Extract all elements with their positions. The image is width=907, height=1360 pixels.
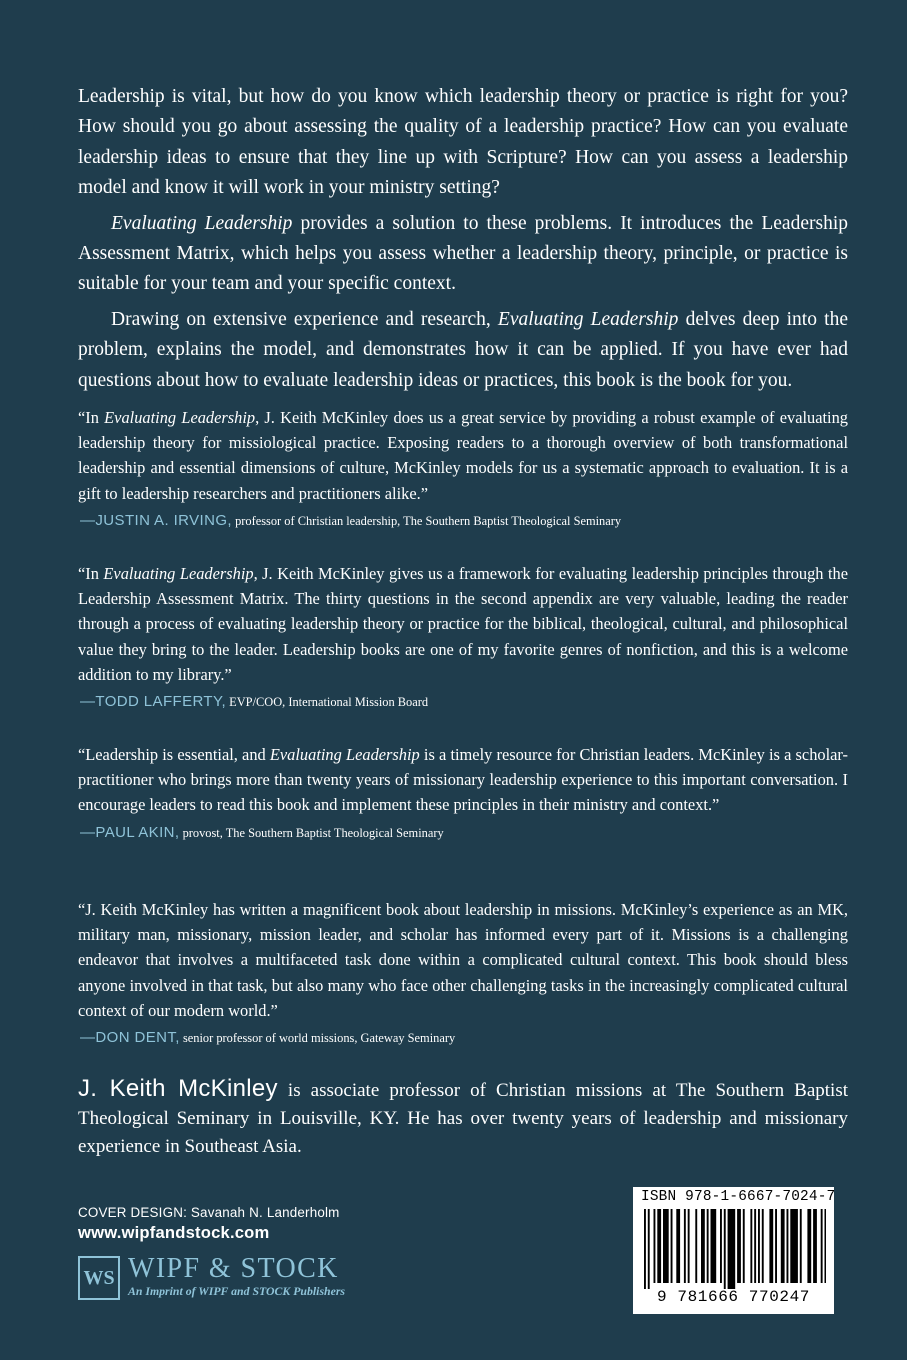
barcode-bar [724,1209,726,1289]
endorser-name: JUSTIN A. IRVING, [95,511,232,529]
author-bio-body: is associate professor of Christian missions at The Southern Baptist Theological Seminary in Louisville, KY. He has over twenty years of leadership and missionary experience in Southeast Asia. [78,1080,848,1157]
barcode-bar [769,1209,773,1283]
barcode-bar [676,1209,680,1283]
barcode-bar [754,1209,756,1283]
endorsement [78,561,848,711]
barcode-bar [720,1209,722,1283]
endorser-role: EVP/COO, International Mission Board [229,695,429,710]
barcode-bar [707,1209,709,1283]
barcode-bar [695,1209,697,1283]
barcode-bar [743,1209,745,1283]
publisher-logo [78,1253,398,1302]
barcode-bar [663,1209,669,1283]
barcode-bar [654,1209,656,1283]
endorser-name: PAUL AKIN, [95,823,180,841]
endorsement-attribution [78,1029,848,1047]
barcode-bar [684,1209,686,1283]
quote-body: , J. Keith McKinley does us a great service by providing a robust example of evaluating leadership theory for missiological practice. Exposing readers to a thorough overview of both transformational leadership and essential dimensions of culture, McKinley models for us a systematic approach to evaluation. It is a gift to leadership researchers and practitioners alike.” [78,408,848,503]
barcode-bar [758,1209,760,1283]
endorsement-attribution [78,824,848,842]
barcode-bar [825,1209,827,1283]
barcode-bar [737,1209,741,1283]
dash: — [80,823,96,841]
barcode-bar [781,1209,785,1283]
author-bio [78,1075,848,1161]
dash: — [80,511,96,529]
endorser-role: professor of Christian leadership, The Southern Baptist Theological Seminary [235,513,622,528]
book-title: Evaluating Leadership [104,408,256,427]
endorsement-attribution [78,693,848,711]
barcode-bar [657,1209,661,1283]
barcode-bar [787,1209,789,1283]
book-title: Evaluating Leadership [111,212,293,234]
quote-body: “J. Keith McKinley has written a magnificent book about leadership in missions. McKinley’s experience as an MK, military man, missionary, mission leader, and scholar has informed every part of it. Missions is a challenging endeavor that involves a multifaceted task done within a complicated cultural context. This book should bless anyone involved in that task, but also many who face other challenging tasks in the increasingly complicated cultural context of our modern world.” [78,900,848,1020]
barcode-bar [821,1209,823,1283]
barcode-bar [648,1209,650,1289]
description-text: provides a solution to these problems. It introduces the Leadership Assessment Matrix, which helps you assess whether a leadership theory, principle, or practice is suitable for your team and your specific context. [78,212,848,295]
barcode-bar [701,1209,705,1283]
endorsement-attribution [78,512,848,530]
endorsement [78,742,848,842]
endorser-role: provost, The Southern Baptist Theological Seminary [182,825,444,840]
barcode-bar [775,1209,777,1283]
author-bio-text [78,1075,848,1161]
publisher-imprint: An Imprint of WIPF and STOCK Publishers [128,1284,346,1298]
barcode-bar [807,1209,811,1283]
barcode-bars-icon [642,1209,826,1289]
book-title: Evaluating Leadership [497,308,679,330]
endorser-name: DON DENT, [95,1029,180,1047]
barcode-bar [644,1209,646,1289]
book-title: Evaluating Leadership [269,745,420,764]
endorsement-text [78,742,848,818]
endorsement-text [78,405,848,506]
quote-open: “In [78,564,104,583]
barcode-bar [711,1209,717,1283]
description-paragraph-3 [78,305,848,396]
dash: — [80,1029,96,1047]
isbn-label: ISBN 978-1-6667-7024-7 [641,1189,836,1205]
description-paragraph-2 [78,209,848,300]
endorsement [78,405,848,530]
description-text: delves deep into the problem, explains the model, and demonstrates how it can be applied. If you have ever had questions about how to evaluate leadership ideas or practices, this book is the book for you. [78,308,848,391]
description-paragraph-1: Leadership is vital, but how do you know which leadership theory or practice is right for you? How should you go about assessing the quality of a leadership practice? How can you evaluate leadership ideas to ensure that they line up with Scripture? How can you assess a leadership model and know it will work in your ministry setting? [78,86,848,199]
endorser-name: TODD LAFFERTY, [95,693,227,711]
barcode-bar [671,1209,673,1283]
publisher-name: WIPF & STOCK [128,1253,339,1284]
endorser-role: senior professor of world missions, Gateway Seminary [182,1031,456,1046]
ws-logo-icon: WS [78,1256,120,1300]
endorsement [78,897,848,1047]
barcode-bar [750,1209,752,1283]
barcode-bar [790,1209,798,1283]
publisher-website[interactable]: www.wipfandstock.com [78,1223,270,1242]
barcode-digits: 9 781666 770247 [656,1288,811,1306]
barcode-bar [762,1209,764,1283]
barcode-bar [728,1209,736,1289]
book-title: Evaluating Leadership [103,564,254,583]
barcode-bar [800,1209,802,1283]
quote-open: “Leadership is essential, and [78,745,270,764]
endorsement-text [78,561,848,687]
quote-body: is a timely resource for Christian leaders. McKinley is a scholar-practitioner who brings more than twenty years of missionary leadership experience to this important conversation. I encourage leaders to read this book and implement these principles in their ministry and context.” [78,745,848,815]
barcode-bar [688,1209,690,1283]
dash: — [80,693,96,711]
quote-body: , J. Keith McKinley gives us a framework for evaluating leadership principles through the Leadership Assessment Matrix. The thirty questions in the second appendix are very valuable, leading the reader through a process of evaluating leadership theory or practice for the biblical, theological, cultural, and philosophical value they bring to the leader. Leadership books are one of my favorite genres of nonfiction, and this is a welcome addition to my library.” [78,564,849,684]
endorsement-text [78,897,848,1023]
description [78,82,848,396]
description-text: Drawing on extensive experience and research, [111,308,498,330]
quote-open: “In [78,408,105,427]
isbn-barcode [633,1187,834,1314]
barcode-bar [813,1209,817,1283]
cover-design-credit: COVER DESIGN: Savanah N. Landerholm [78,1205,340,1220]
credits [78,1205,340,1243]
author-name: J. Keith McKinley [78,1075,278,1102]
